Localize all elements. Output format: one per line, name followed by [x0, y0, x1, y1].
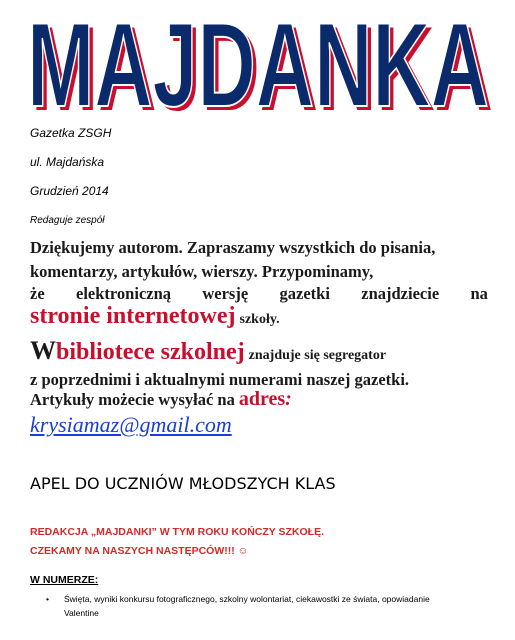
website-highlight: stronie internetowej: [30, 303, 236, 329]
masthead-svg: [27, 4, 497, 116]
appeal-heading: APEL DO UCZNIÓW MŁODSZYCH KLAS: [30, 474, 336, 493]
masthead-title-shadow: MAJDANKA: [31, 4, 493, 116]
masthead-title: MAJDANKA: [27, 4, 489, 116]
body-word: wersję: [202, 284, 249, 303]
notice-line-2: CZEKAMY NA NASZYCH NASTĘPCÓW!!! ☺: [30, 545, 249, 557]
list-item: [46, 592, 486, 620]
library-highlight: bibliotece szkolnej: [56, 339, 245, 365]
body-line-2: komentarzy, artykułów, wierszy. Przypominamy,: [30, 262, 374, 281]
body-line-1: Dziękujemy autorom. Zapraszamy wszystkich do pisania,: [30, 238, 436, 257]
newsletter-name: Gazetka ZSGH: [30, 126, 112, 140]
contents-list: [46, 592, 486, 620]
masthead-logo: [27, 4, 497, 116]
contents-item-text: Święta, wyniki konkursu fotograficznego, szkolny wolontariat, ciekawostki ze świata, opowiadanie Valentine: [64, 594, 430, 618]
body-line-4: [30, 303, 492, 330]
body-line-7: [30, 388, 492, 411]
body-line-5: [30, 336, 492, 366]
issue-date: Grudzień 2014: [30, 184, 109, 198]
body-line-3-words: [30, 284, 488, 303]
body-word: elektroniczną: [76, 284, 172, 303]
body-line-6: z poprzednimi i aktualnymi numerami naszej gazetki.: [30, 370, 410, 389]
body-word: znajdziecie: [361, 284, 440, 303]
editorial-team: Redaguje zespół: [30, 215, 105, 226]
body-word: że: [30, 284, 45, 303]
body-line-3: [30, 284, 492, 303]
address-highlight: adres: [238, 388, 286, 410]
address-colon: :: [285, 388, 292, 410]
body-line-7-text: Artykuły możecie wysyłać na: [30, 390, 235, 409]
email-link[interactable]: krysiamaz@gmail.com: [30, 412, 232, 437]
body-line-5-tail: znajduje się segregator: [248, 348, 387, 363]
contents-heading: W NUMERZE:: [30, 574, 99, 586]
bullet-icon: •: [46, 594, 49, 604]
body-line-5-w: W: [30, 336, 56, 365]
body-line-4-tail: szkoły.: [239, 312, 280, 327]
address: ul. Majdańska: [30, 155, 105, 169]
body-word: na: [470, 284, 488, 303]
notice-line-1: REDAKCJA „MAJDANKI” W TYM ROKU KOŃCZY SZKOŁĘ.: [30, 526, 325, 538]
body-word: gazetki: [279, 284, 330, 303]
